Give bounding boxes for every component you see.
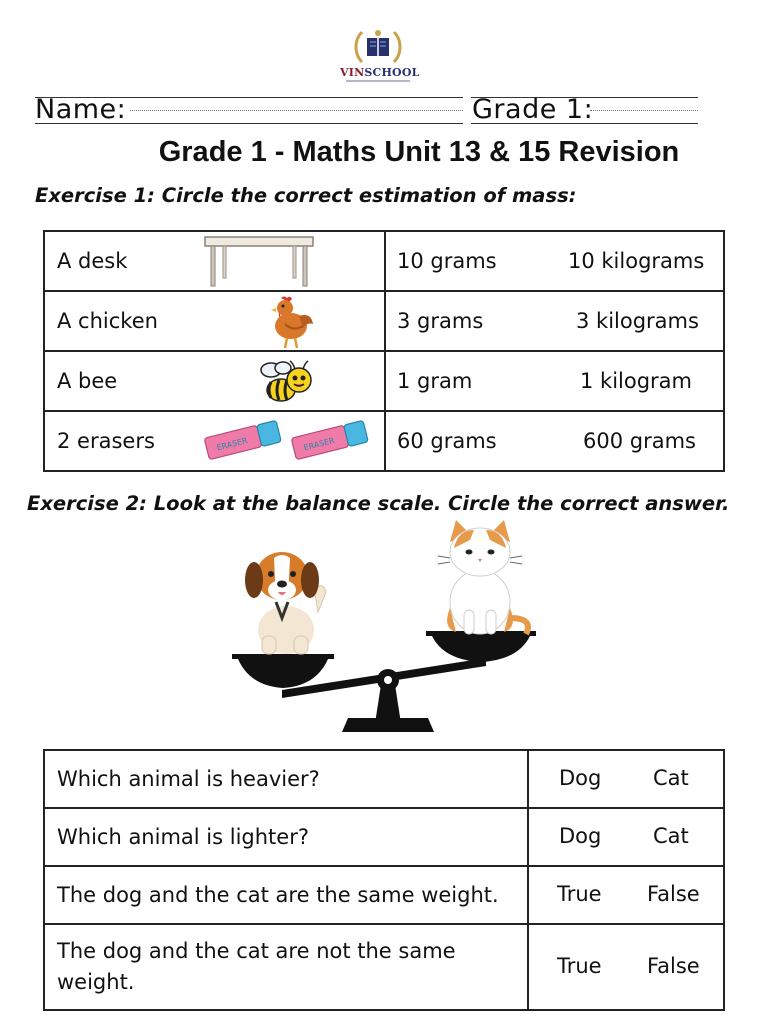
exercise1-title: Exercise 1: Circle the correct estimation of mass: [35, 184, 577, 207]
table-row [44, 231, 724, 291]
question-text: The dog and the cat are not the same weight. [44, 924, 528, 1010]
item-label: A chicken [57, 309, 158, 333]
table-row [44, 291, 724, 351]
option-a[interactable]: 1 gram [397, 369, 473, 393]
question-text: Which animal is lighter? [44, 808, 528, 866]
table-row [44, 924, 724, 1010]
item-label: A desk [57, 249, 128, 273]
option-b[interactable]: 1 kilogram [580, 369, 693, 393]
answer-a[interactable]: Dog [559, 824, 602, 848]
question-text: The dog and the cat are the same weight. [44, 866, 528, 924]
item-label: 2 erasers [57, 429, 155, 453]
option-a[interactable]: 10 grams [397, 249, 497, 273]
laurel-book-icon [350, 26, 406, 66]
answer-b[interactable]: False [647, 954, 700, 978]
dog-icon [245, 552, 326, 654]
eraser-icon [202, 415, 284, 467]
answer-b[interactable]: False [647, 882, 700, 906]
balance-scale-image [224, 518, 544, 736]
desk-icon [203, 233, 315, 289]
answer-a[interactable]: Dog [559, 766, 602, 790]
table-row [44, 351, 724, 411]
svg-text:ERASER: ERASER [215, 436, 249, 453]
grade-label: Grade 1: [472, 94, 594, 125]
svg-text:ERASER: ERASER [302, 436, 336, 453]
option-b[interactable]: 10 kilograms [568, 249, 705, 273]
answer-b[interactable]: Cat [653, 824, 689, 848]
page-title: Grade 1 - Maths Unit 13 & 15 Revision [158, 136, 680, 168]
table-row [44, 411, 724, 471]
answer-a[interactable]: True [557, 954, 602, 978]
question-text: Which animal is heavier? [44, 750, 528, 808]
table-row [44, 750, 724, 808]
name-label: Name: [35, 94, 127, 125]
exercise2-title: Exercise 2: Look at the balance scale. Circle the correct answer. [27, 492, 730, 515]
option-a[interactable]: 60 grams [397, 429, 497, 453]
chicken-icon [265, 294, 315, 350]
table-row [44, 866, 724, 924]
option-b[interactable]: 600 grams [583, 429, 696, 453]
school-logo: VINSCHOOL [340, 26, 416, 84]
cat-icon [438, 520, 528, 634]
answer-a[interactable]: True [557, 882, 602, 906]
item-label: A bee [57, 369, 118, 393]
answer-b[interactable]: Cat [653, 766, 689, 790]
option-b[interactable]: 3 kilograms [576, 309, 699, 333]
option-a[interactable]: 3 grams [397, 309, 484, 333]
bee-icon [257, 358, 315, 406]
eraser-icon [289, 415, 371, 467]
table-row [44, 808, 724, 866]
exercise1-table [43, 230, 725, 472]
exercise2-table [43, 749, 725, 1011]
